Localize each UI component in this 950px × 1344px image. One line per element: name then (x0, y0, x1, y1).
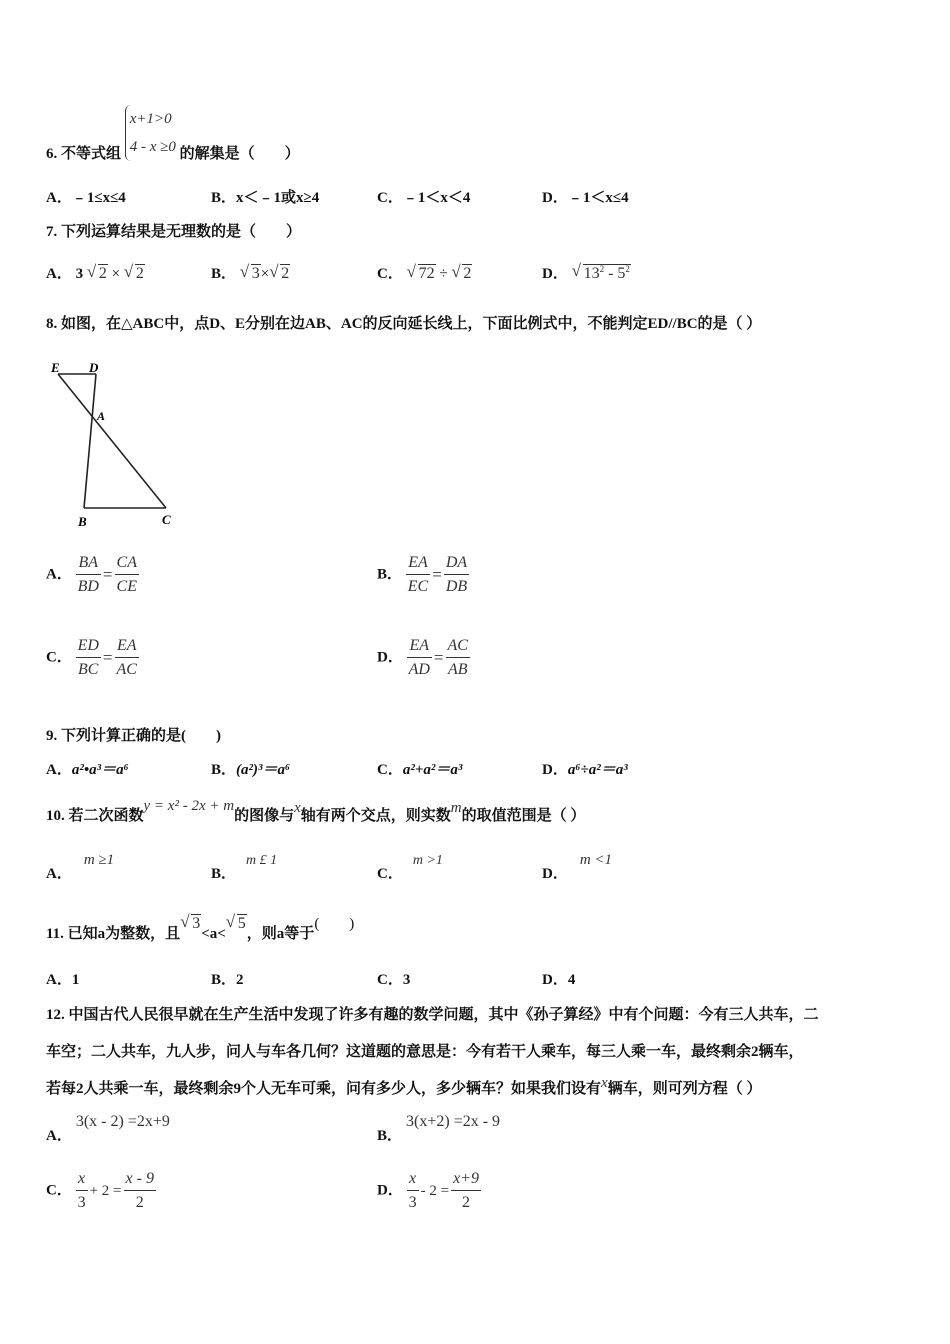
q12-option-b-expr: 3(x+2) =2x - 9 (406, 1113, 501, 1130)
q8-option-b-label: B． (377, 566, 403, 583)
q10-mid2: 轴有两个交点，则实数 (300, 808, 451, 824)
q10-option-c-expr: m >1 (412, 853, 443, 868)
q8-line-db (84, 374, 96, 508)
q7-option-d (542, 262, 631, 283)
q12-line-3b: 辆车，则可列方程（ ） (607, 1081, 762, 1097)
q9-option-b-label: B． (211, 762, 237, 778)
q8-option-d-label: D． (377, 649, 403, 666)
q10-option-c (377, 853, 443, 883)
q12-c-frac-1: $\frac{x}{3}$ (77, 1170, 86, 1211)
q12-option-b-label: B． (377, 1128, 403, 1144)
q6-option-a: A．﹣1≤x≤4 (46, 190, 126, 206)
q6-option-c: C．﹣1＜x＜4 (377, 190, 471, 206)
q9-option-c-expr: a²+a²＝a³ (402, 762, 463, 778)
q12-d-mid: - 2 = (420, 1182, 450, 1199)
q8-option-a (46, 554, 139, 596)
q10-option-a (46, 852, 115, 883)
q12-line-3 (46, 1077, 761, 1098)
q7-c-sqrt-1: √ 72 (406, 262, 435, 282)
q11-suffix: ，则a等于 (246, 926, 315, 942)
q7-b-op: × (260, 266, 270, 282)
q9-option-c-label: C． (377, 762, 403, 778)
q7-a-op: × (111, 266, 121, 282)
q9-option-d (542, 758, 628, 779)
q7-option-c-label: C． (377, 266, 403, 282)
q11-mid: <a< (201, 926, 226, 942)
q9-stem: 9. 下列计算正确的是( ) (46, 728, 221, 744)
q10-prefix: 若二次函数 (68, 808, 144, 824)
q6-option-b: B．x＜﹣1或x≥4 (211, 190, 320, 206)
q12-d-frac-2: $\frac{x+9}{2}$ (453, 1170, 479, 1211)
q9-option-a (46, 758, 129, 779)
q12-option-c-label: C． (46, 1182, 72, 1199)
q10-m-var: m (450, 800, 462, 816)
q8-option-a-label: A． (46, 566, 72, 583)
question-10 (46, 798, 586, 825)
q9-option-d-label: D． (542, 762, 568, 778)
q10-option-d-label: D． (542, 866, 568, 882)
q12-c-mid: + 2 = (89, 1182, 122, 1199)
q8-option-d (377, 637, 470, 679)
q8-option-c-label: C． (46, 649, 72, 666)
q9-option-d-expr: a⁶÷a²＝a³ (567, 762, 628, 778)
q12-d-frac-1: $\frac{x}{3}$ (408, 1170, 417, 1211)
q8-label-d: D (89, 360, 99, 375)
q11-paren: ( ) (314, 916, 355, 932)
q11-prefix: 11. 已知a为整数，且 (46, 926, 181, 942)
q7-d-sqrt: √ $13^2 - 5^2$ (571, 261, 630, 282)
q12-option-d (377, 1170, 481, 1212)
q8-c-frac-1: $\frac{ED}{BC}$ (77, 637, 99, 678)
q9-option-b-expr: (a²)³＝a⁶ (236, 762, 291, 778)
question-6 (46, 105, 300, 161)
q6-prefix: 不等式组 (61, 146, 122, 163)
q7-b-sqrt-2: √ 2 (269, 262, 290, 282)
q10-x-var: x (294, 800, 301, 816)
q7-option-d-label: D． (542, 266, 568, 282)
q8-a-eq: = (102, 565, 113, 584)
q8-triangle-figure (46, 356, 186, 536)
q8-b-frac-2: $\frac{DA}{DB}$ (445, 554, 468, 595)
q8-c-frac-2: $\frac{EA}{AC}$ (116, 637, 137, 678)
q12-option-c (46, 1170, 156, 1212)
q7-option-a-label: A． (46, 266, 72, 282)
q6-inequality-2: 4 - x ≥0 (129, 139, 176, 155)
q10-option-a-expr: m ≥1 (83, 852, 115, 868)
q9-option-b (211, 758, 290, 779)
q11-option-b: B．2 (211, 972, 244, 988)
q10-option-a-label: A． (46, 866, 72, 882)
q8-d-eq: = (433, 648, 444, 667)
q9-option-a-expr: a²•a³＝a⁶ (71, 762, 129, 778)
q10-option-b (211, 853, 278, 883)
q8-option-b (377, 554, 469, 596)
q8-line-ec (58, 374, 166, 508)
q10-function: y = x² - 2x + m (143, 798, 235, 814)
q8-label-b: B (78, 514, 87, 529)
q8-a-frac-1: $\frac{BA}{BD}$ (77, 554, 99, 595)
q9-option-a-label: A． (46, 762, 72, 778)
q8-b-eq: = (432, 565, 442, 584)
q12-c-frac-2: $\frac{x - 9}{2}$ (125, 1170, 154, 1211)
question-11 (46, 912, 355, 943)
q11-option-a: A．1 (46, 972, 80, 988)
q7-option-a (46, 262, 145, 283)
q12-line-2: 车空；二人共车，九人步，问人与车各几何？这道题的意思是：今有若干人乘车，每三人乘一车，最终剩余2辆车， (46, 1044, 804, 1060)
q12-option-a-expr: 3(x - 2) =2x+9 (75, 1113, 170, 1130)
q7-c-op: ÷ (439, 266, 448, 282)
q10-option-c-label: C． (377, 866, 403, 882)
q8-label-e: E (51, 360, 60, 375)
q8-label-a: A (97, 409, 106, 423)
q7-c-sqrt-2: √ 2 (451, 262, 472, 282)
q7-option-c (377, 262, 472, 283)
q11-option-c: C．3 (377, 972, 411, 988)
q8-option-c (46, 637, 139, 679)
q10-option-d-expr: m <1 (579, 852, 613, 868)
q11-option-d: D．4 (542, 972, 576, 988)
q12-line-1: 12. 中国古代人民很早就在生产生活中发现了许多有趣的数学问题，其中《孙子算经》中有个问题：今有三人共车，二 (46, 1007, 819, 1023)
q7-a-sqrt-2: √ 2 (123, 262, 144, 282)
q9-option-c (377, 758, 462, 779)
q7-a-sqrt-1: √ 2 (86, 262, 107, 282)
q11-sqrt-5: √ 5 (225, 912, 246, 932)
q7-a-coef: 3 (75, 266, 84, 282)
q8-b-frac-1: $\frac{EA}{EC}$ (407, 554, 429, 595)
q8-a-frac-2: $\frac{CA}{CE}$ (116, 554, 137, 595)
q12-x-var: x (601, 1075, 608, 1091)
q8-stem: 8. 如图，在△ABC中，点D、E分别在边AB、AC的反向延长线上，下面比例式中，不能判定ED//BC的是（ ） (46, 316, 762, 332)
q12-option-a-label: A． (46, 1128, 72, 1144)
q8-d-frac-1: $\frac{EA}{AD}$ (408, 637, 430, 678)
q12-option-a (46, 1113, 170, 1145)
q12-line-3a: 若每2人共乘一车，最终剩余9个人无车可乘，问有多少人，多少辆车？如果我们设有 (46, 1081, 602, 1097)
q7-stem: 7. 下列运算结果是无理数的是（ ） (46, 224, 302, 240)
q10-option-b-expr: m £ 1 (246, 853, 278, 868)
q6-inequality-system (125, 105, 176, 161)
q7-b-sqrt-1: √ 3 (239, 262, 260, 282)
q10-suffix: 的取值范围是（ ） (461, 808, 586, 824)
q10-mid1: 的图像与 (234, 808, 295, 824)
q11-sqrt-3: √ 3 (180, 912, 201, 932)
q6-inequality-1: x+1>0 (129, 111, 172, 127)
q6-suffix: 的解集是（ ） (179, 146, 300, 163)
q8-c-eq: = (102, 648, 113, 667)
q7-option-b (211, 262, 290, 283)
q10-option-d (542, 852, 613, 883)
q6-option-d: D．﹣1＜x≤4 (542, 190, 629, 206)
q8-label-c: C (162, 512, 171, 527)
q12-option-d-label: D． (377, 1182, 403, 1199)
q10-number: 10. (46, 808, 65, 824)
q7-option-b-label: B． (211, 266, 237, 282)
q6-number: 6. (46, 146, 58, 163)
q10-option-b-label: B． (211, 866, 237, 882)
q8-d-frac-2: $\frac{AC}{AB}$ (447, 637, 468, 678)
q12-option-b (377, 1113, 501, 1145)
